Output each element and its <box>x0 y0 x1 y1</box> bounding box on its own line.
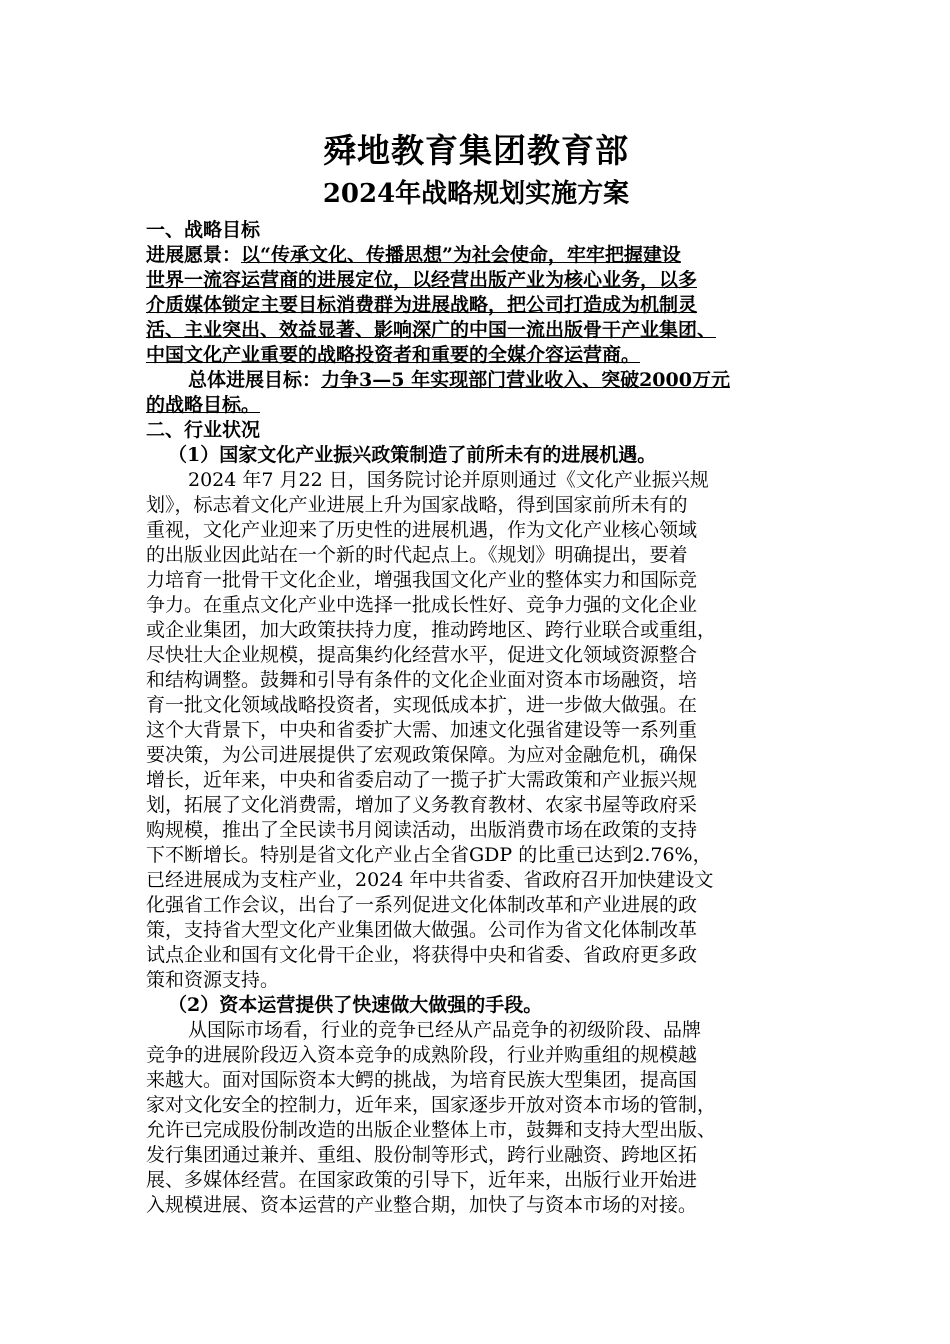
body-line: 争力。在重点文化产业中选择一批成长性好、竞争力强的文化企业 <box>146 594 698 616</box>
vision-label: 进展愿景： <box>146 244 242 266</box>
body-line: 来越大。面对国际资本大鳄的挑战，为培育民族大型集团，提高国 <box>146 1069 698 1091</box>
vision-text: 以“传承文化、传播思想”为社会使命，牢牢把握建设 <box>241 244 681 266</box>
vision-paragraph <box>146 243 806 368</box>
goal-line: 的战略目标。 <box>146 394 261 416</box>
body-line: 划》，标志着文化产业进展上升为国家战略，得到国家前所未有的 <box>146 494 688 516</box>
body-line: 下不断增长。特别是省文化产业占全省GDP 的比重已达到2.76%， <box>146 844 712 866</box>
section-heading-industry: 二、行业状况 <box>146 419 261 441</box>
body-line: 这个大背景下，中央和省委扩大需、加速文化强省建设等一系列重 <box>146 719 698 741</box>
goal-label: 总体进展目标： <box>188 369 322 391</box>
goal-line <box>146 368 806 393</box>
vision-line: 中国文化产业重要的战略投资者和重要的全媒介容运营商。 <box>146 344 641 366</box>
document-title: 舜地教育集团教育部 <box>323 131 629 170</box>
body-line: 或企业集团，加大政策扶持力度，推动跨地区、跨行业联合或重组， <box>146 619 717 641</box>
body-line: 家对文化安全的控制力，近年来，国家逐步开放对资本市场的管制， <box>146 1094 717 1116</box>
vision-line: 介质媒体锁定主要目标消费群为进展战略，把公司打造成为机制灵 <box>146 294 698 316</box>
body-line: 育一批文化领域战略投资者，实现低成本扩，进一步做大做强。在 <box>146 694 698 716</box>
body-line: 尽快壮大企业规模，提高集约化经营水平，促进文化领域资源整合 <box>146 644 698 666</box>
capital-paragraph <box>146 1018 806 1218</box>
body-line: 策和资源支持。 <box>146 969 280 991</box>
body-line: 允许已完成股份制改造的出版企业整体上市，鼓舞和支持大型出版、 <box>146 1119 717 1141</box>
body-line: 要决策，为公司进展提供了宏观政策保障。为应对金融危机，确保 <box>146 744 698 766</box>
section-heading-strategy: 一、战略目标 <box>146 219 261 241</box>
body-line: 划，拓展了文化消费需，增加了义务教育教材、农家书屋等政府采 <box>146 794 698 816</box>
vision-line <box>146 243 806 268</box>
body-line: 已经进展成为支柱产业，2024 年中共省委、省政府召开加快建设文 <box>146 869 714 891</box>
vision-line: 活、主业突出、效益显著、影响深广的中国一流出版骨干产业集团、 <box>146 319 717 341</box>
body-line: 2024 年7 月22 日，国务院讨论并原则通过《文化产业振兴规 <box>188 469 709 491</box>
body-line: 重视，文化产业迎来了历史性的进展机遇，作为文化产业核心领域 <box>146 519 698 541</box>
document-page <box>146 128 806 1218</box>
body-line: 竞争的进展阶段迈入资本竞争的成熟阶段，行业并购重组的规模越 <box>146 1044 698 1066</box>
body-line: 的出版业因此站在一个新的时代起点上。《规划》明确提出，要着 <box>146 544 688 566</box>
document-subtitle: 2024年战略规划实施方案 <box>322 179 630 209</box>
subheading-capital: （2）资本运营提供了快速做大做强的手段。 <box>168 994 543 1016</box>
policy-paragraph <box>146 468 806 993</box>
body-line: 增长，近年来，中央和省委启动了一揽子扩大需政策和产业振兴规 <box>146 769 698 791</box>
body-line: 购规模，推出了全民读书月阅读活动，出版消费市场在政策的支持 <box>146 819 698 841</box>
body-line: 力培育一批骨干文化企业，增强我国文化产业的整体实力和国际竞 <box>146 569 698 591</box>
body-line: 发行集团通过兼并、重组、股份制等形式，跨行业融资、跨地区拓 <box>146 1144 698 1166</box>
goal-paragraph <box>146 368 806 418</box>
body-line: 从国际市场看，行业的竞争已经从产品竞争的初级阶段、品牌 <box>188 1019 702 1041</box>
body-line: 策，支持省大型文化产业集团做大做强。公司作为省文化体制改革 <box>146 919 698 941</box>
vision-line: 世界一流容运营商的进展定位，以经营出版产业为核心业务，以多 <box>146 269 698 291</box>
goal-text: 力争3—5 年实现部门营业收入、突破2000万元 <box>321 369 730 391</box>
body-line: 和结构调整。鼓舞和引导有条件的文化企业面对资本市场融资，培 <box>146 669 698 691</box>
body-line: 化强省工作会议，出台了一系列促进文化体制改革和产业进展的政 <box>146 894 698 916</box>
body-line: 试点企业和国有文化骨干企业，将获得中央和省委、省政府更多政 <box>146 944 698 966</box>
subheading-policy: （1）国家文化产业振兴政策制造了前所未有的进展机遇。 <box>168 444 657 466</box>
body-line: 展、多媒体经营。在国家政策的引导下，近年来，出版行业开始进 <box>146 1169 698 1191</box>
body-line: 入规模进展、资本运营的产业整合期，加快了与资本市场的对接。 <box>146 1194 698 1216</box>
